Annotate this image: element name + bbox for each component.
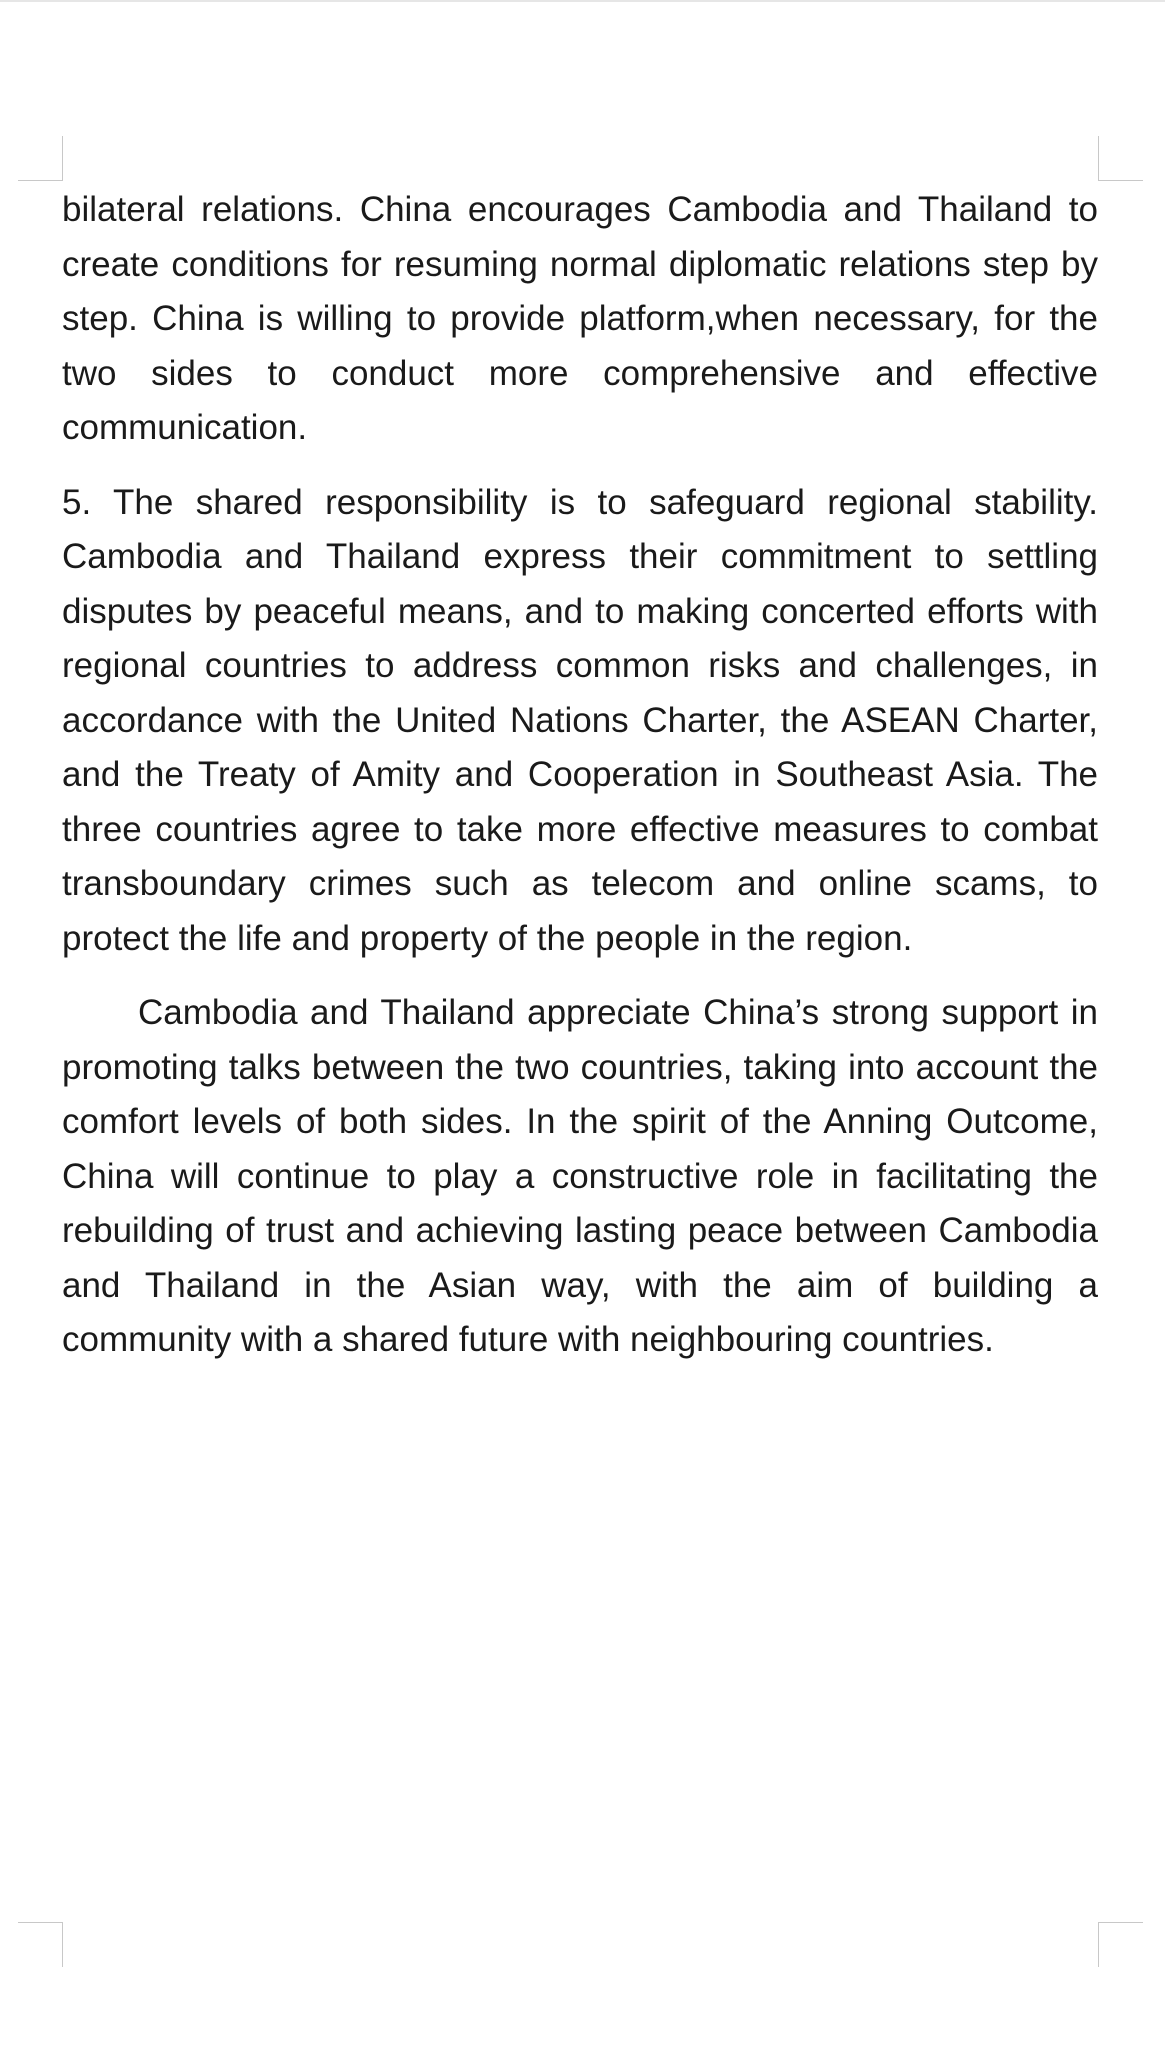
crop-mark-bottom-right [1098,1922,1143,1967]
paragraph-point-5: 5. The shared responsibility is to safeguard regional stability. Cambodia and Thailand express their commitment to settling disputes by peaceful means, and to making concerted efforts with regional countries to address common risks and challenges, in accordance with the United Nations Charter, the ASEAN Charter, and the Treaty of Amity and Cooperation in Southeast Asia. The three countries agree to take more effective measures to combat transboundary crimes such as telecom and online scams, to protect the life and property of the people in the region. [62,482,1098,958]
crop-mark-bottom-left [18,1922,63,1967]
page-top-edge [0,0,1165,2]
document-body [62,183,1098,1368]
crop-mark-top-right [1098,136,1143,181]
paragraph-continuation: bilateral relations. China encourages Cambodia and Thailand to create conditions for resuming normal diplomatic relations step by step. China is willing to provide platform,when necessary, for the two sides to conduct more comprehensive and effective communication. [62,190,1098,447]
paragraph-closing: Cambodia and Thailand appreciate China’s strong support in promoting talks between the two countries, taking into account the comfort levels of both sides. In the spirit of the Anning Outcome, China will continue to play a constructive role in facilitating the rebuilding of trust and achieving lasting peace between Cambodia and Thailand in the Asian way, with the aim of building a community with a shared future with neighbouring countries. [62,993,1098,1359]
crop-mark-top-left [18,136,63,181]
